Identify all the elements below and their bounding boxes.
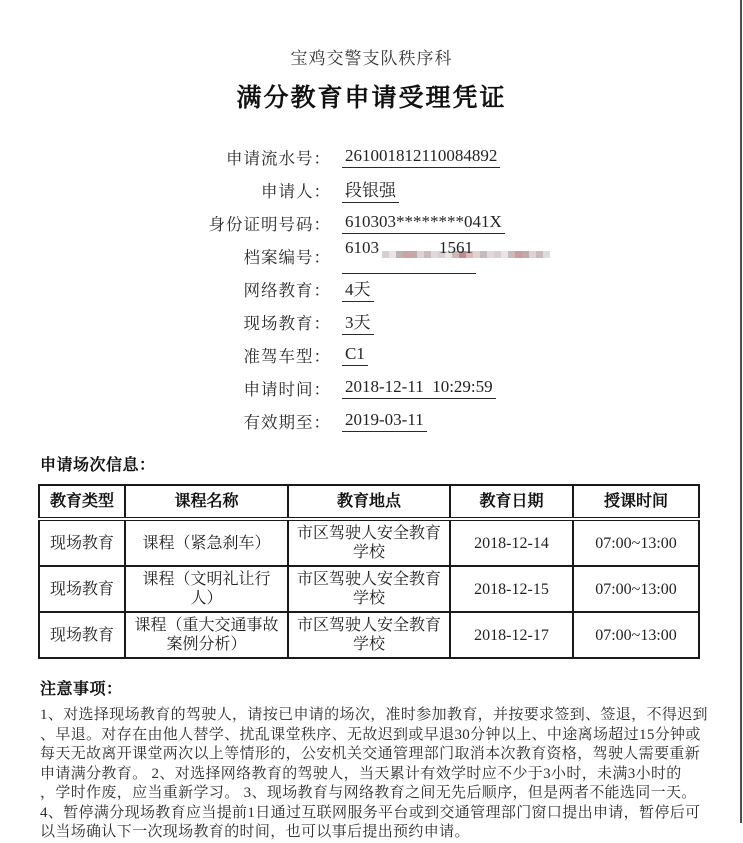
table-header-row — [39, 485, 699, 519]
note-line: 以当场确认下一次现场教育的时间，也可以事后提出预约申请。 — [40, 824, 470, 840]
cell-education-type: 现场教育 — [39, 566, 125, 612]
note-line: 、早退。对存在由他人替学、扰乱课堂秩序、无故迟到或早退30分钟以上、中途离场超过15分钟或 — [40, 726, 701, 743]
field-label: 档案编号： — [243, 247, 331, 267]
column-header-location: 教育地点 — [288, 485, 450, 519]
cell-date: 2018-12-14 — [450, 519, 573, 566]
field-row-id-number — [0, 206, 743, 239]
field-row-archive-number — [0, 239, 743, 272]
field-value: 4天 — [342, 275, 374, 302]
field-row-applicant — [0, 173, 743, 206]
cell-course-name: 课程（文明礼让行人） — [125, 566, 288, 612]
field-label: 有效期至： — [243, 412, 331, 432]
column-header-date: 教育日期 — [450, 485, 573, 519]
field-label: 申请时间： — [243, 379, 331, 399]
field-value: 2018-12-11 10:29:59 — [342, 377, 496, 399]
field-value: 610303********041X — [342, 212, 505, 234]
schedule-heading: 申请场次信息： — [40, 457, 156, 474]
note-line: ，学时作废，应当重新学习。 3、现场教育与网络教育之间无先后顺序，但是两者不能选同一天。 — [40, 785, 697, 801]
field-label: 网络教育： — [243, 280, 331, 300]
notes-heading: 注意事项： — [40, 681, 123, 698]
cell-course-name: 课程（紧急刹车） — [125, 519, 288, 566]
cell-location: 市区驾驶人安全教育学校 — [288, 566, 450, 612]
cell-course-name: 课程（重大交通事故案例分析） — [125, 612, 288, 658]
cell-time: 07:00~13:00 — [573, 612, 699, 658]
field-row-valid-until — [0, 404, 743, 437]
field-label: 申请流水号： — [226, 148, 331, 168]
application-fields — [0, 140, 743, 437]
cell-time: 07:00~13:00 — [573, 566, 699, 612]
cell-time: 07:00~13:00 — [573, 519, 699, 566]
table-row — [39, 612, 699, 658]
cell-education-type: 现场教育 — [39, 612, 125, 658]
field-value: 261001812110084892 — [342, 146, 500, 168]
notes-body — [40, 706, 715, 843]
note-line: 4、暂停满分现场教育应当提前1日通过互联网服务平台或到交通管理部门窗口提出申请，暂停后可 — [40, 804, 701, 821]
schedule-table — [38, 484, 700, 659]
field-row-onsite-education — [0, 305, 743, 338]
archive-number-suffix: 1561 — [439, 237, 473, 257]
note-line: 申请满分教育。 2、对选择网络教育的驾驶人，当天累计有效学时应不少于3小时，未满3小时的 — [40, 765, 682, 782]
cell-date: 2018-12-17 — [450, 612, 573, 658]
cell-date: 2018-12-15 — [450, 566, 573, 612]
field-value: 段银强 — [342, 176, 399, 203]
note-line: 每天无故离开课堂两次以上等情形的，公安机关交通管理部门取消本次教育资格，驾驶人需要重新 — [40, 746, 701, 762]
field-row-apply-time — [0, 371, 743, 404]
field-label: 准驾车型： — [243, 346, 331, 366]
field-label: 申请人： — [261, 181, 331, 201]
notes-section — [40, 676, 715, 843]
column-header-education-type: 教育类型 — [39, 485, 125, 519]
note-line: 1、对选择现场教育的驾驶人，请按已申请的场次，准时参加教育，并按要求签到、签退，不得迟到 — [40, 707, 708, 723]
redaction-mosaic — [382, 251, 438, 272]
window-right-border — [740, 0, 742, 823]
field-row-license-class — [0, 338, 743, 371]
field-value: 3天 — [342, 308, 374, 335]
column-header-course-name: 课程名称 — [125, 485, 288, 519]
cell-education-type: 现场教育 — [39, 519, 125, 566]
page-title: 满分教育申请受理凭证 — [236, 85, 507, 112]
agency-name: 宝鸡交警支队秩序科 — [290, 49, 453, 68]
cell-location: 市区驾驶人安全教育学校 — [288, 519, 450, 566]
archive-number-prefix: 6103 — [345, 237, 379, 257]
field-value: 2019-03-11 — [342, 410, 427, 432]
field-label: 身份证明号码： — [208, 214, 331, 234]
field-row-online-education — [0, 272, 743, 305]
table-row — [39, 566, 699, 612]
field-label: 现场教育： — [243, 313, 331, 333]
column-header-time: 授课时间 — [573, 485, 699, 519]
field-row-serial-number — [0, 140, 743, 173]
table-row — [39, 519, 699, 566]
cell-location: 市区驾驶人安全教育学校 — [288, 612, 450, 658]
field-value: C1 — [342, 344, 368, 366]
field-value — [342, 238, 476, 274]
